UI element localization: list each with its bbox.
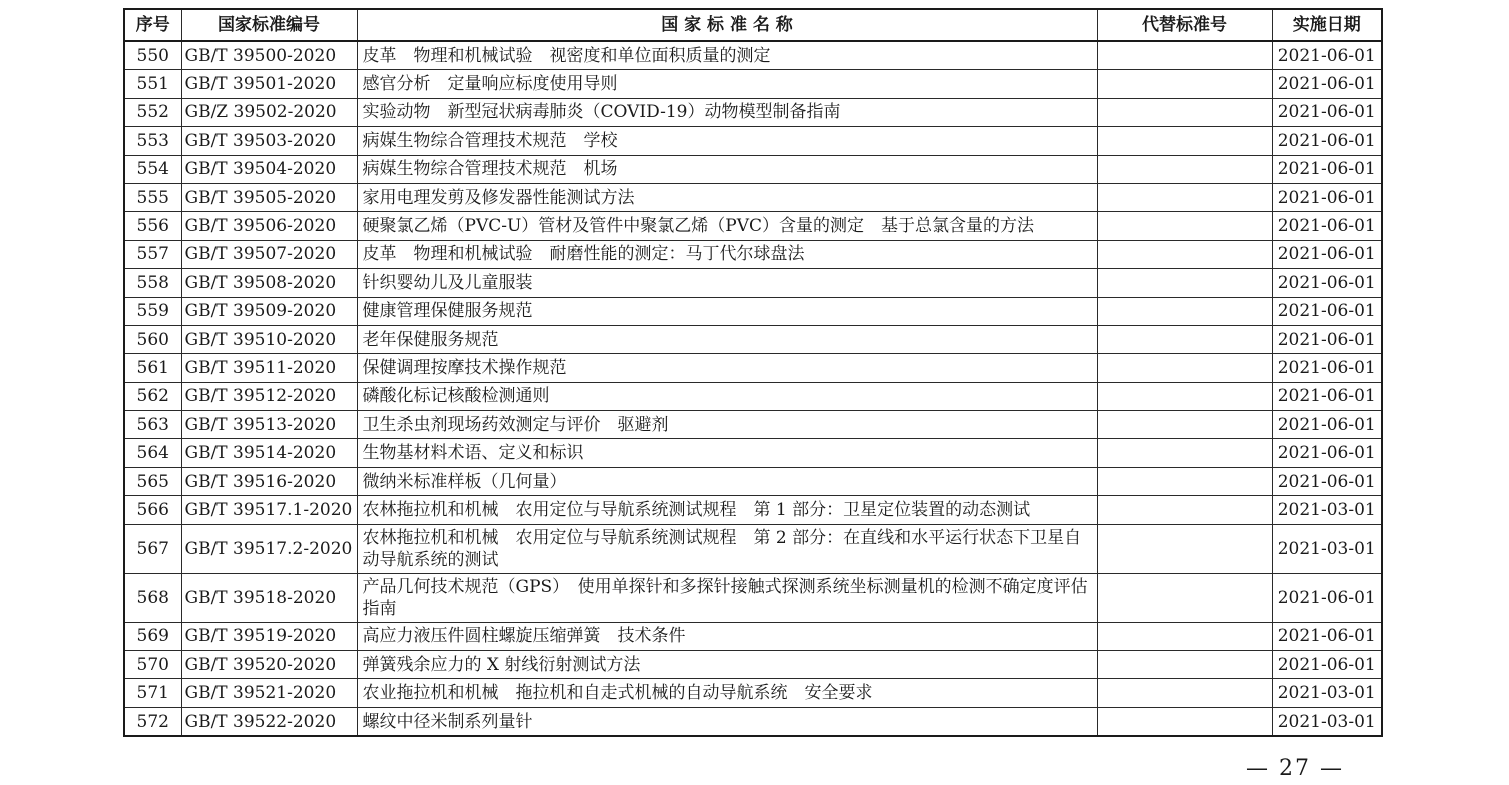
header-date: 实施日期 <box>1272 9 1382 41</box>
row-implementation-date: 2021-06-01 <box>1272 651 1382 679</box>
row-implementation-date: 2021-06-01 <box>1272 411 1382 439</box>
row-implementation-date: 2021-06-01 <box>1272 127 1382 155</box>
row-standard-code: GB/T 39510-2020 <box>181 325 357 353</box>
row-standard-code: GB/T 39506-2020 <box>181 212 357 240</box>
page-number: — 27 — <box>1246 756 1344 781</box>
table-header-row <box>124 9 1382 41</box>
row-standard-name: 病媒生物综合管理技术规范 机场 <box>357 155 1097 183</box>
header-name: 国 家 标 准 名 称 <box>357 9 1097 41</box>
row-standard-code: GB/T 39511-2020 <box>181 354 357 382</box>
row-implementation-date: 2021-03-01 <box>1272 496 1382 524</box>
row-replaced-standard <box>1097 524 1272 573</box>
standards-table <box>123 8 1383 737</box>
row-replaced-standard <box>1097 707 1272 736</box>
row-standard-name: 健康管理保健服务规范 <box>357 297 1097 325</box>
table-row <box>124 496 1382 524</box>
row-standard-code: GB/T 39521-2020 <box>181 679 357 707</box>
table-row <box>124 127 1382 155</box>
row-standard-code: GB/Z 39502-2020 <box>181 98 357 126</box>
row-seq: 572 <box>124 707 181 736</box>
row-standard-name: 农林拖拉机和机械 农用定位与导航系统测试规程 第 2 部分：在直线和水平运行状态下卫星自动导航系统的测试 <box>357 524 1097 573</box>
row-standard-code: GB/T 39514-2020 <box>181 439 357 467</box>
row-standard-name: 卫生杀虫剂现场药效测定与评价 驱避剂 <box>357 411 1097 439</box>
row-standard-name: 感官分析 定量响应标度使用导则 <box>357 70 1097 98</box>
row-implementation-date: 2021-06-01 <box>1272 70 1382 98</box>
row-implementation-date: 2021-06-01 <box>1272 439 1382 467</box>
header-replaced: 代替标准号 <box>1097 9 1272 41</box>
table-row <box>124 707 1382 736</box>
row-standard-code: GB/T 39509-2020 <box>181 297 357 325</box>
row-replaced-standard <box>1097 297 1272 325</box>
row-standard-code: GB/T 39517.1-2020 <box>181 496 357 524</box>
row-standard-name: 农林拖拉机和机械 农用定位与导航系统测试规程 第 1 部分：卫星定位装置的动态测试 <box>357 496 1097 524</box>
row-seq: 565 <box>124 467 181 495</box>
row-replaced-standard <box>1097 573 1272 622</box>
row-standard-name: 微纳米标准样板（几何量） <box>357 467 1097 495</box>
table-row <box>124 467 1382 495</box>
row-standard-code: GB/T 39501-2020 <box>181 70 357 98</box>
row-standard-name: 家用电理发剪及修发器性能测试方法 <box>357 183 1097 211</box>
row-implementation-date: 2021-06-01 <box>1272 155 1382 183</box>
row-standard-name: 保健调理按摩技术操作规范 <box>357 354 1097 382</box>
table-row <box>124 679 1382 707</box>
table-row <box>124 98 1382 126</box>
row-implementation-date: 2021-03-01 <box>1272 679 1382 707</box>
row-replaced-standard <box>1097 41 1272 70</box>
table-body <box>124 41 1382 736</box>
row-replaced-standard <box>1097 467 1272 495</box>
table-row <box>124 622 1382 650</box>
row-standard-code: GB/T 39520-2020 <box>181 651 357 679</box>
row-replaced-standard <box>1097 411 1272 439</box>
row-replaced-standard <box>1097 679 1272 707</box>
row-implementation-date: 2021-06-01 <box>1272 297 1382 325</box>
table-row <box>124 651 1382 679</box>
row-replaced-standard <box>1097 325 1272 353</box>
row-replaced-standard <box>1097 382 1272 410</box>
row-standard-code: GB/T 39516-2020 <box>181 467 357 495</box>
table-row <box>124 155 1382 183</box>
table-row <box>124 382 1382 410</box>
row-standard-code: GB/T 39504-2020 <box>181 155 357 183</box>
row-standard-code: GB/T 39522-2020 <box>181 707 357 736</box>
table-row <box>124 41 1382 70</box>
row-replaced-standard <box>1097 212 1272 240</box>
row-replaced-standard <box>1097 354 1272 382</box>
row-standard-code: GB/T 39505-2020 <box>181 183 357 211</box>
row-replaced-standard <box>1097 70 1272 98</box>
row-replaced-standard <box>1097 183 1272 211</box>
row-standard-name: 农业拖拉机和机械 拖拉机和自走式机械的自动导航系统 安全要求 <box>357 679 1097 707</box>
row-replaced-standard <box>1097 439 1272 467</box>
row-seq: 558 <box>124 269 181 297</box>
header-code: 国家标准编号 <box>181 9 357 41</box>
row-replaced-standard <box>1097 240 1272 268</box>
table-row <box>124 354 1382 382</box>
row-implementation-date: 2021-03-01 <box>1272 524 1382 573</box>
standards-table-container <box>123 8 1381 737</box>
row-implementation-date: 2021-06-01 <box>1272 622 1382 650</box>
row-seq: 563 <box>124 411 181 439</box>
row-standard-name: 皮革 物理和机械试验 视密度和单位面积质量的测定 <box>357 41 1097 70</box>
table-row <box>124 325 1382 353</box>
row-seq: 564 <box>124 439 181 467</box>
row-replaced-standard <box>1097 98 1272 126</box>
table-row <box>124 411 1382 439</box>
row-standard-name: 老年保健服务规范 <box>357 325 1097 353</box>
row-standard-name: 产品几何技术规范（GPS） 使用单探针和多探针接触式探测系统坐标测量机的检测不确定度评估指南 <box>357 573 1097 622</box>
row-standard-name: 病媒生物综合管理技术规范 学校 <box>357 127 1097 155</box>
row-implementation-date: 2021-06-01 <box>1272 325 1382 353</box>
table-row <box>124 573 1382 622</box>
row-seq: 569 <box>124 622 181 650</box>
row-implementation-date: 2021-06-01 <box>1272 573 1382 622</box>
row-standard-name: 弹簧残余应力的 X 射线衍射测试方法 <box>357 651 1097 679</box>
row-replaced-standard <box>1097 127 1272 155</box>
row-standard-code: GB/T 39517.2-2020 <box>181 524 357 573</box>
row-implementation-date: 2021-06-01 <box>1272 240 1382 268</box>
row-seq: 560 <box>124 325 181 353</box>
row-replaced-standard <box>1097 496 1272 524</box>
row-implementation-date: 2021-06-01 <box>1272 269 1382 297</box>
row-standard-name: 生物基材料术语、定义和标识 <box>357 439 1097 467</box>
row-seq: 567 <box>124 524 181 573</box>
row-seq: 556 <box>124 212 181 240</box>
row-replaced-standard <box>1097 622 1272 650</box>
row-standard-name: 皮革 物理和机械试验 耐磨性能的测定：马丁代尔球盘法 <box>357 240 1097 268</box>
table-row <box>124 240 1382 268</box>
row-standard-code: GB/T 39519-2020 <box>181 622 357 650</box>
row-seq: 551 <box>124 70 181 98</box>
row-seq: 557 <box>124 240 181 268</box>
row-seq: 570 <box>124 651 181 679</box>
table-row <box>124 70 1382 98</box>
row-seq: 555 <box>124 183 181 211</box>
row-standard-name: 高应力液压件圆柱螺旋压缩弹簧 技术条件 <box>357 622 1097 650</box>
row-standard-code: GB/T 39500-2020 <box>181 41 357 70</box>
row-standard-name: 硬聚氯乙烯（PVC-U）管材及管件中聚氯乙烯（PVC）含量的测定 基于总氯含量的方法 <box>357 212 1097 240</box>
row-replaced-standard <box>1097 651 1272 679</box>
row-seq: 561 <box>124 354 181 382</box>
row-standard-name: 针织婴幼儿及儿童服装 <box>357 269 1097 297</box>
table-row <box>124 183 1382 211</box>
row-seq: 568 <box>124 573 181 622</box>
row-standard-name: 实验动物 新型冠状病毒肺炎（COVID-19）动物模型制备指南 <box>357 98 1097 126</box>
row-standard-code: GB/T 39503-2020 <box>181 127 357 155</box>
table-row <box>124 212 1382 240</box>
row-seq: 559 <box>124 297 181 325</box>
row-implementation-date: 2021-06-01 <box>1272 212 1382 240</box>
row-seq: 553 <box>124 127 181 155</box>
row-implementation-date: 2021-03-01 <box>1272 707 1382 736</box>
row-standard-code: GB/T 39513-2020 <box>181 411 357 439</box>
row-seq: 571 <box>124 679 181 707</box>
header-seq: 序号 <box>124 9 181 41</box>
table-row <box>124 297 1382 325</box>
row-standard-code: GB/T 39507-2020 <box>181 240 357 268</box>
row-standard-code: GB/T 39508-2020 <box>181 269 357 297</box>
row-implementation-date: 2021-06-01 <box>1272 467 1382 495</box>
row-standard-code: GB/T 39518-2020 <box>181 573 357 622</box>
table-row <box>124 269 1382 297</box>
row-implementation-date: 2021-06-01 <box>1272 98 1382 126</box>
row-standard-code: GB/T 39512-2020 <box>181 382 357 410</box>
row-implementation-date: 2021-06-01 <box>1272 183 1382 211</box>
table-row <box>124 524 1382 573</box>
row-seq: 562 <box>124 382 181 410</box>
row-implementation-date: 2021-06-01 <box>1272 354 1382 382</box>
row-seq: 552 <box>124 98 181 126</box>
row-seq: 566 <box>124 496 181 524</box>
row-replaced-standard <box>1097 155 1272 183</box>
row-seq: 550 <box>124 41 181 70</box>
row-seq: 554 <box>124 155 181 183</box>
table-row <box>124 439 1382 467</box>
row-standard-name: 螺纹中径米制系列量针 <box>357 707 1097 736</box>
row-implementation-date: 2021-06-01 <box>1272 382 1382 410</box>
row-standard-name: 磷酸化标记核酸检测通则 <box>357 382 1097 410</box>
row-implementation-date: 2021-06-01 <box>1272 41 1382 70</box>
row-replaced-standard <box>1097 269 1272 297</box>
